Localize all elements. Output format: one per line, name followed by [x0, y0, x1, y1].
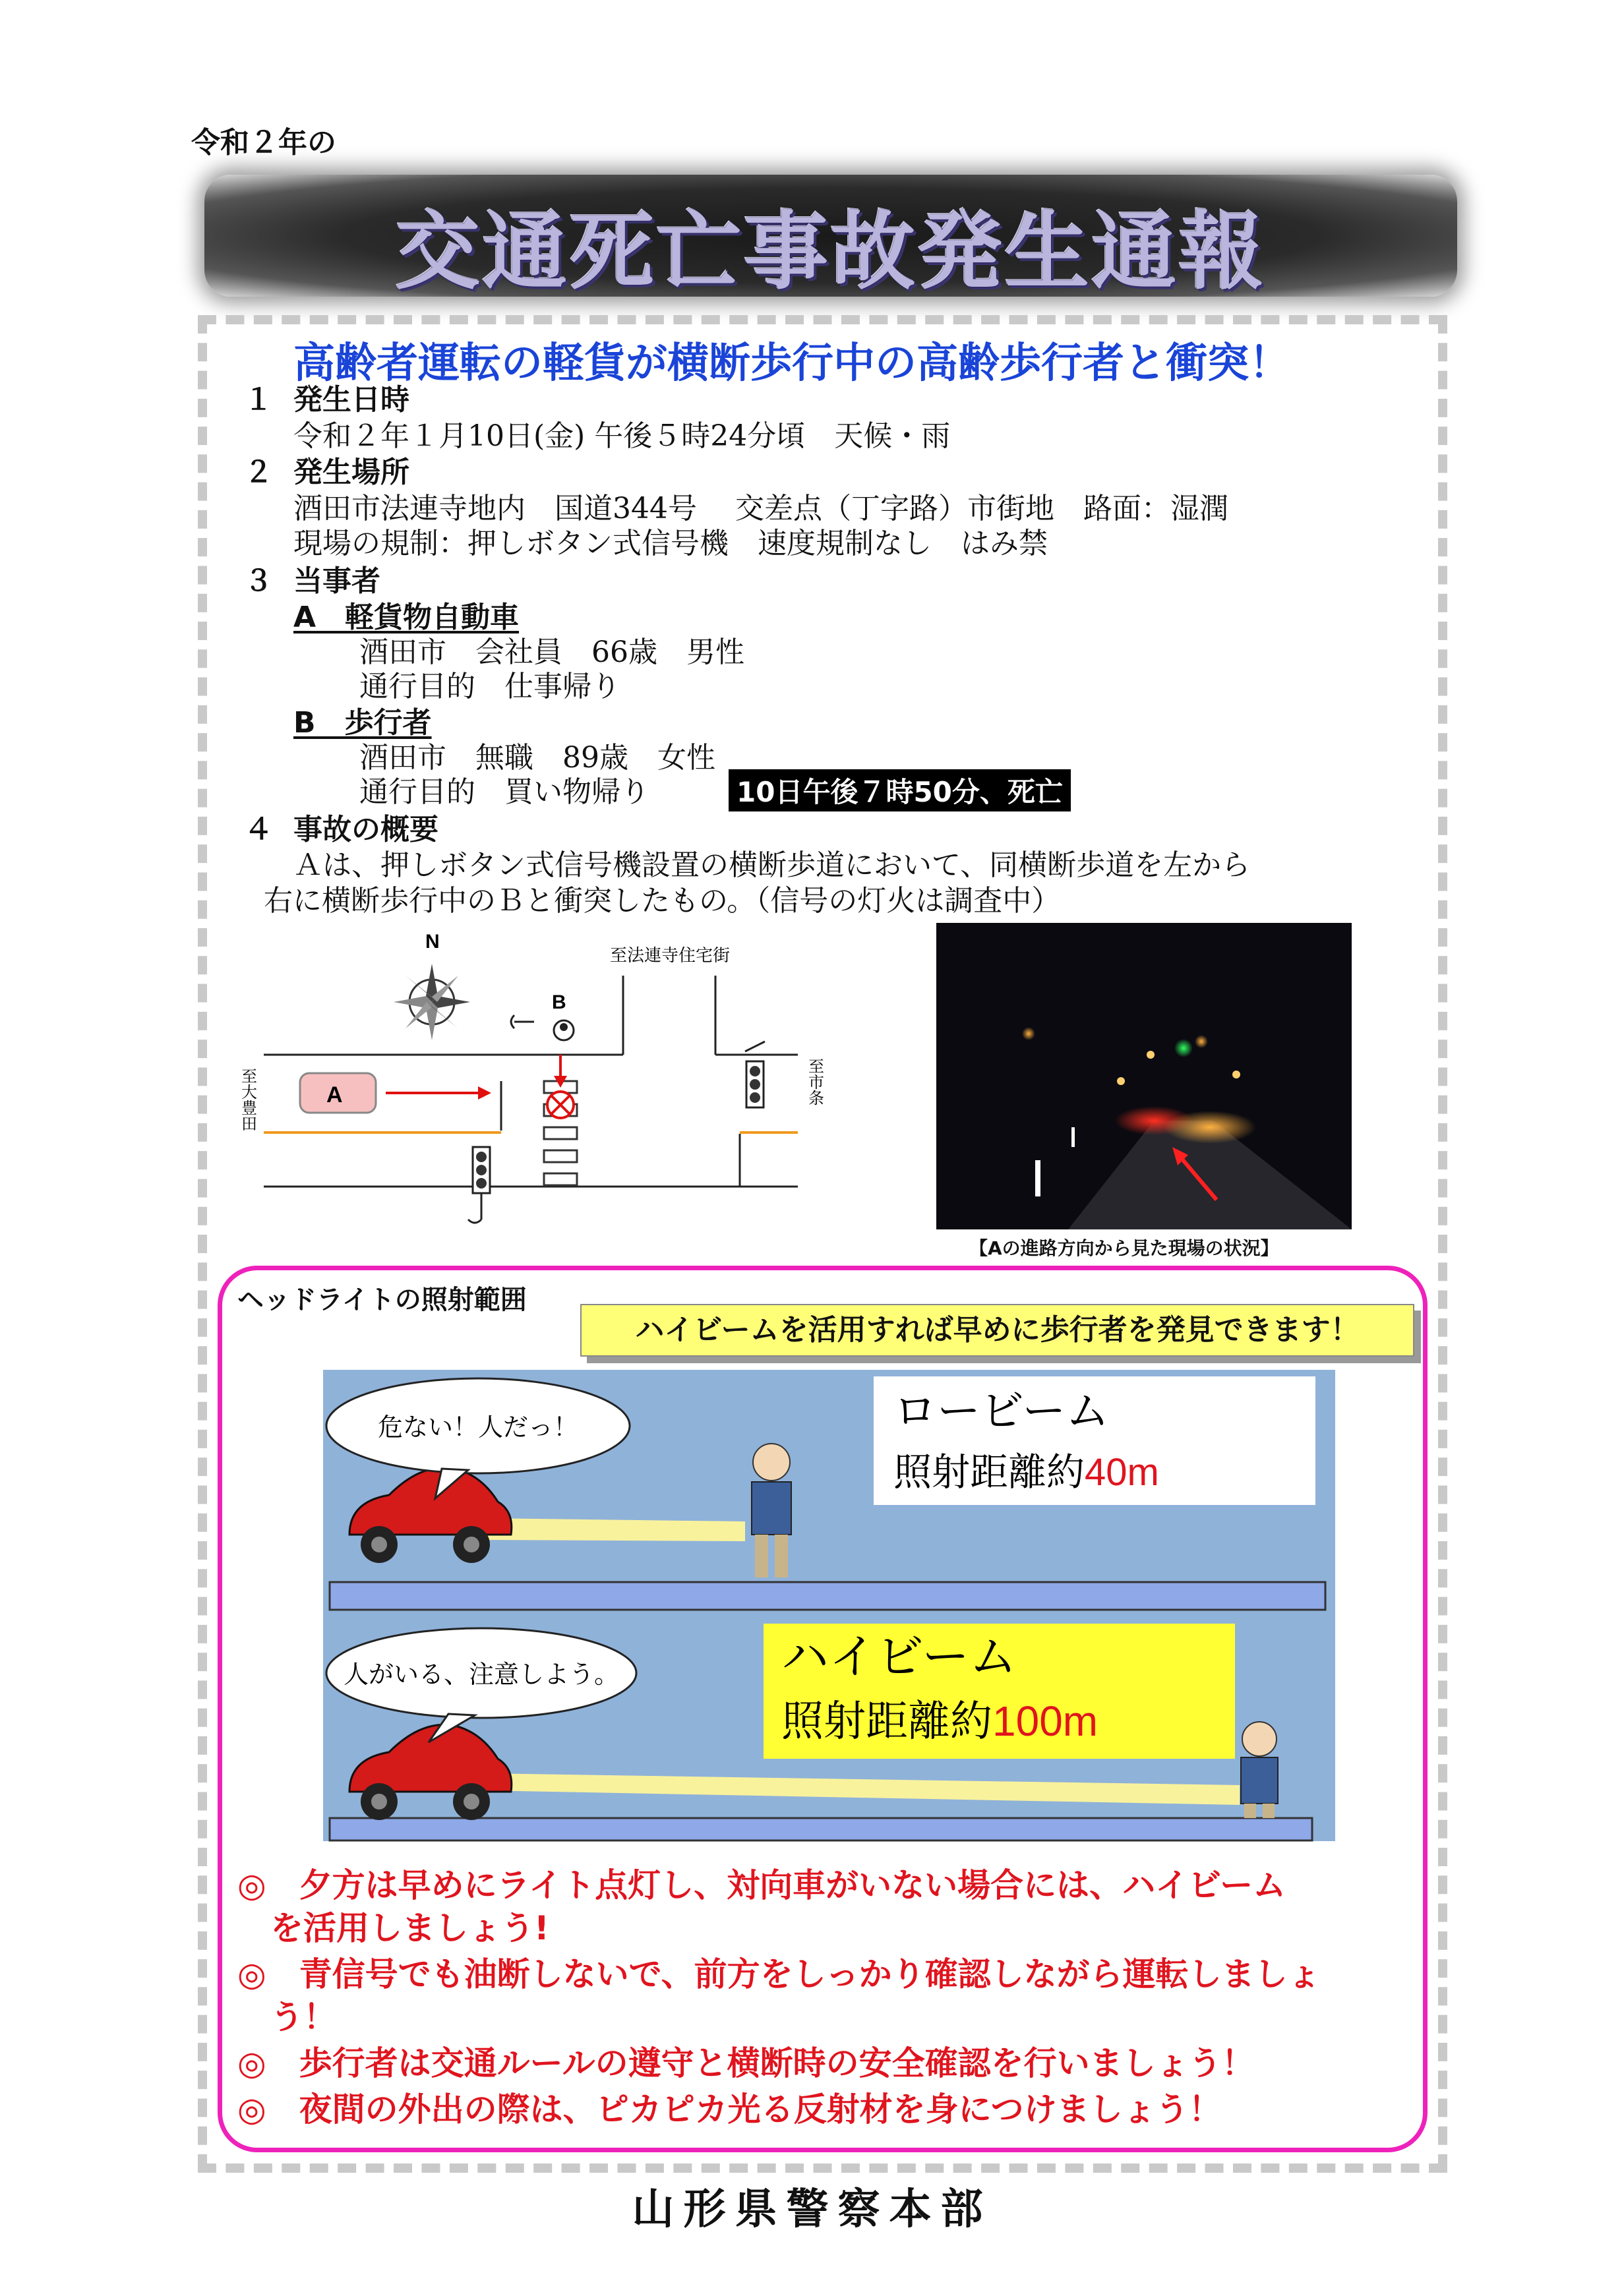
footer-organization: 山形県警察本部 [632, 2185, 992, 2234]
tip-item-4: ◎ 夜間の外出の際は、ピカピカ光る反射材を身につけましょう！ [237, 2090, 1222, 2129]
map-label-top: 至法連寺住宅街 [610, 945, 731, 965]
pedestrian-icon [554, 1020, 574, 1040]
bubble-low-text: 危ない！人だっ！ [377, 1414, 579, 1442]
headlight-illustration [323, 1370, 1335, 1841]
high-beam-title: ハイビーム [781, 1631, 1017, 1684]
party-a-text-2: 通行目的 仕事帰り [359, 670, 620, 703]
map-label-right: 至市条 [805, 1058, 824, 1105]
compass-icon [394, 964, 470, 1040]
section-2-title: 発生場所 [293, 456, 409, 489]
traffic-signal-right-icon [745, 1042, 765, 1107]
banner-title: 交通死亡事故発生通報 [395, 203, 1266, 301]
title-banner [204, 175, 1457, 301]
map-label-left: 至大豊田 [238, 1068, 256, 1131]
tips-label: ヘッドライトの照射範囲 [237, 1285, 527, 1315]
tip-item-2-line-1: ◎ 青信号でも油断しないで、前方をしっかり確認しながら運転しましょ [237, 1955, 1321, 1993]
death-notice: 10日午後７時50分、死亡 [729, 769, 1071, 811]
headline: 高齢者運転の軽貨が横断歩行中の高齢歩行者と衝突！ [293, 339, 1290, 387]
road-high [330, 1818, 1312, 1840]
party-b-text-2: 通行目的 買い物帰り [359, 775, 649, 809]
car-a-label: A [326, 1082, 343, 1107]
section-2-text-2: 現場の規制：押しボタン式信号機 速度規制なし はみ禁 [293, 527, 1048, 560]
bubble-high-text: 人がいる、注意しよう。 [343, 1661, 620, 1689]
low-beam-distance: 照射距離約40m [893, 1451, 1159, 1494]
tip-item-3: ◎ 歩行者は交通ルールの遵守と横断時の安全確認を行いましょう！ [237, 2044, 1255, 2082]
low-beam-light [481, 1518, 745, 1541]
tip-item-2-line-2: う！ [237, 1998, 336, 2036]
section-2-text-1: 酒田市法連寺地内 国道344号 交差点（丁字路）市街地 路面：湿潤 [293, 492, 1228, 525]
section-4-number: ４ [244, 813, 273, 846]
section-1-title: 発生日時 [293, 383, 409, 417]
scene-photo [936, 923, 1352, 1229]
photo-caption: 【Aの進路方向から見た現場の状況】 [969, 1237, 1279, 1259]
traffic-signal-lower-icon [468, 1147, 490, 1223]
section-1-number: １ [244, 383, 273, 417]
section-2-number: ２ [244, 456, 273, 489]
pedestrian-high-icon [1241, 1722, 1278, 1818]
compass-north-label: N [425, 931, 440, 953]
party-b-label: B 歩行者 [293, 706, 432, 740]
tip-item-1-line-1: ◎ 夕方は早めにライト点灯し、対向車がいない場合には、ハイビーム [237, 1866, 1286, 1904]
party-a-text-1: 酒田市 会社員 66歳 男性 [359, 635, 744, 669]
section-4-text-1: Ａは、押しボタン式信号機設置の横断歩道において、同横断歩道を左から [293, 848, 1251, 882]
section-3-title: 当事者 [293, 564, 380, 598]
road-low [330, 1582, 1325, 1610]
section-1-text: 令和２年１月10日(金) 午後５時24分頃 天候・雨 [293, 419, 951, 453]
pedestrian-low-icon [752, 1444, 791, 1577]
highbeam-banner: ハイビームを活用すれば早めに歩行者を発見できます！ [580, 1304, 1414, 1357]
section-4-text-2: 右に横断歩行中のＢと衝突したもの。（信号の灯火は調査中） [264, 884, 1061, 918]
high-beam-light [481, 1773, 1240, 1805]
party-a-label: A 軽貨物自動車 [293, 601, 520, 634]
scene-photo-image [936, 923, 1352, 1229]
section-4-title: 事故の概要 [293, 813, 438, 846]
accident-map [238, 923, 824, 1252]
traffic-signal-icon [511, 1015, 534, 1028]
car-low-icon [349, 1467, 512, 1563]
low-beam-title: ロービーム [893, 1386, 1110, 1435]
party-b-text-1: 酒田市 無職 89歳 女性 [359, 741, 715, 775]
high-beam-distance: 照射距離約100m [781, 1697, 1098, 1745]
pre-title: 令和２年の [191, 126, 336, 160]
pedestrian-label: B [552, 991, 566, 1013]
tip-item-1-line-2: を活用しましょう! [237, 1909, 549, 1947]
section-3-number: ３ [244, 564, 273, 598]
